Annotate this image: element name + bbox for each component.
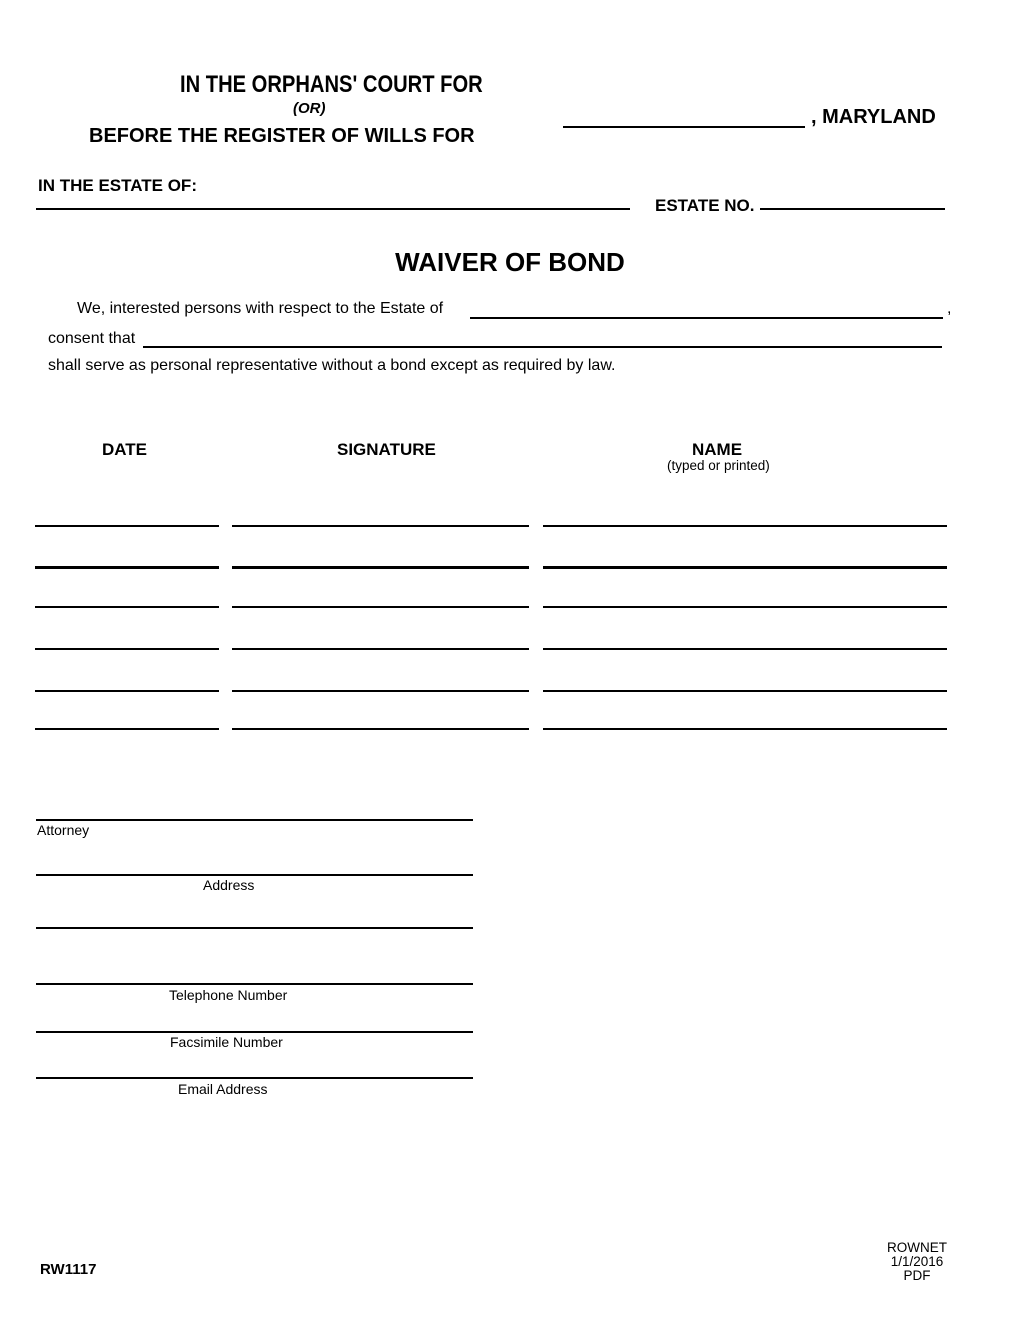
column-header-name: NAME [692, 440, 743, 459]
date-field-row-5[interactable] [35, 690, 219, 692]
column-header-name-subnote: (typed or printed) [667, 458, 770, 473]
address-label: Address [203, 877, 255, 893]
column-header-date: DATE [102, 440, 148, 459]
signature-field-row-1[interactable] [232, 525, 529, 527]
name-field-row-1[interactable] [543, 525, 947, 527]
form-number: RW1117 [40, 1261, 97, 1278]
signature-field-row-2[interactable] [232, 566, 529, 569]
personal-representative-field[interactable] [143, 346, 942, 348]
page-title: WAIVER OF BOND [395, 247, 625, 277]
sentence-part1-suffix: , [947, 300, 952, 317]
sentence-part1: We, interested persons with respect to the Estate of [77, 300, 444, 317]
name-field-row-3[interactable] [543, 606, 947, 608]
county-field[interactable] [563, 126, 805, 128]
date-field-row-2[interactable] [35, 566, 219, 569]
footer-stamp-line-2: 1/1/2016 [890, 1254, 944, 1269]
name-field-row-2[interactable] [543, 566, 947, 569]
name-field-row-6[interactable] [543, 728, 947, 730]
estate-of-field[interactable] [470, 317, 943, 319]
attorney-field[interactable] [36, 819, 473, 821]
estate-no-field[interactable] [760, 208, 945, 210]
in-the-estate-of-label: IN THE ESTATE OF: [38, 176, 197, 195]
date-field-row-4[interactable] [35, 648, 219, 650]
telephone-field[interactable] [36, 983, 473, 985]
signature-field-row-6[interactable] [232, 728, 529, 730]
sentence-part2: consent that [48, 330, 136, 347]
footer-stamp-line-1: ROWNET [887, 1240, 947, 1255]
or-separator: (OR) [293, 100, 326, 117]
sentence-part3: shall serve as personal representative without a bond except as required by law. [48, 357, 616, 374]
name-field-row-4[interactable] [543, 648, 947, 650]
date-field-row-1[interactable] [35, 525, 219, 527]
email-address-label: Email Address [178, 1081, 268, 1097]
name-field-row-5[interactable] [543, 690, 947, 692]
footer-stamp [857, 1241, 977, 1283]
column-header-signature: SIGNATURE [337, 440, 436, 459]
estate-name-field[interactable] [36, 208, 630, 210]
register-of-wills-heading: BEFORE THE REGISTER OF WILLS FOR [89, 125, 475, 147]
facsimile-field[interactable] [36, 1031, 473, 1033]
email-field[interactable] [36, 1077, 473, 1079]
orphans-court-heading: IN THE ORPHANS' COURT FOR [180, 71, 483, 98]
maryland-suffix-label: , MARYLAND [811, 106, 936, 128]
signature-field-row-4[interactable] [232, 648, 529, 650]
signature-field-row-3[interactable] [232, 606, 529, 608]
address-field[interactable] [36, 874, 473, 876]
address-line2-field[interactable] [36, 927, 473, 929]
estate-no-label: ESTATE NO. [655, 196, 755, 215]
date-field-row-6[interactable] [35, 728, 219, 730]
signature-field-row-5[interactable] [232, 690, 529, 692]
date-field-row-3[interactable] [35, 606, 219, 608]
attorney-label: Attorney [37, 822, 90, 838]
telephone-number-label: Telephone Number [169, 987, 288, 1003]
facsimile-number-label: Facsimile Number [170, 1034, 283, 1050]
footer-stamp-line-3: PDF [903, 1268, 931, 1283]
